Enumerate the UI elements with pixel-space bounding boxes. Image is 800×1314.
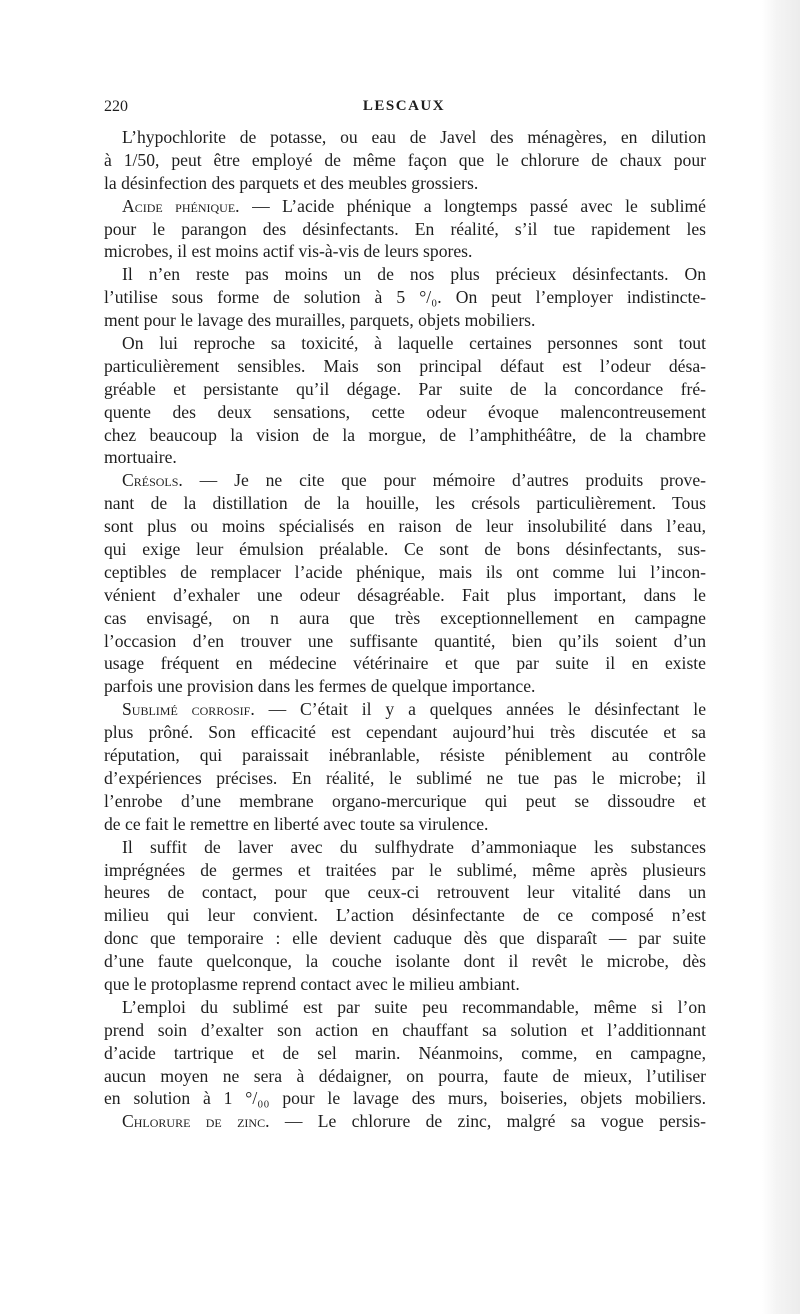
line-text: imprégnées de germes et traitées par le sublimé, même après plusieurs: [104, 859, 706, 880]
section-heading: Sublimé corrosif.: [122, 699, 255, 720]
line-text: ceptibles de remplacer l’acide phénique, mais ils ont comme lui l’incon-: [104, 561, 706, 582]
line-text: donc que temporaire : elle devient caduque dès que disparaît — par suite: [104, 928, 706, 949]
line-text: mortuaire.: [104, 447, 177, 468]
line-text: nant de la distillation de la houille, les crésols particulièrement. Tous: [104, 493, 706, 514]
text-line: [104, 904, 706, 927]
text-line: [104, 561, 706, 584]
line-text: vénient d’exhaler une odeur désagréable. Fait plus important, dans le: [104, 584, 706, 605]
line-text: l’utilise sous forme de solution à 5 °/₀. On peut l’employer indistincte-: [104, 287, 706, 308]
section-heading: Acide phénique.: [122, 195, 240, 216]
line-text: l’enrobe d’une membrane organo-mercurique qui peut se dissoudre et: [104, 790, 706, 811]
text-line: [104, 584, 706, 607]
line-text: la désinfection des parquets et des meubles grossiers.: [104, 172, 479, 193]
text-line: [104, 424, 706, 447]
line-text: parfois une provision dans les fermes de quelque importance.: [104, 676, 536, 697]
text-line: [104, 149, 706, 172]
text-line: [104, 401, 706, 424]
text-line: [104, 195, 706, 218]
text-line: [104, 309, 706, 332]
text-line: [104, 767, 706, 790]
text-line: [104, 172, 706, 195]
line-text: heures de contact, pour que ceux-ci retrouvent leur vitalité dans un: [104, 882, 706, 903]
line-text: microbes, il est moins actif vis-à-vis de leurs spores.: [104, 241, 473, 262]
text-line: [104, 378, 706, 401]
text-line: [104, 218, 706, 241]
text-line: [104, 790, 706, 813]
text-line: [104, 996, 706, 1019]
page-header: [104, 98, 704, 120]
text-line: [104, 927, 706, 950]
line-text: usage fréquent en médecine vétérinaire et que par suite il en existe: [104, 653, 706, 674]
text-line: [104, 263, 706, 286]
line-text: prend soin d’exalter son action en chauffant sa solution et l’additionnant: [104, 1019, 706, 1040]
line-text: chez beaucoup la vision de la morgue, de l’amphithéâtre, de la chambre: [104, 424, 706, 445]
line-text: — Je ne cite que pour mémoire d’autres produits prove-: [182, 470, 706, 491]
line-text: Il n’en reste pas moins un de nos plus précieux désinfectants. On: [122, 264, 706, 285]
line-text: aucun moyen ne sera à dédaigner, on pourra, faute de mieux, l’utiliser: [104, 1065, 706, 1086]
text-line: [104, 240, 706, 263]
text-line: [104, 1042, 706, 1065]
text-line: [104, 836, 706, 859]
text-line: [104, 973, 706, 996]
line-text: plus prôné. Son efficacité est cependant aujourd’hui très discutée et sa: [104, 722, 706, 743]
line-text: en solution à 1 °/₀₀ pour le lavage des murs, boiseries, objets mobiliers.: [104, 1088, 706, 1109]
page-edge-shadow: [762, 0, 800, 1314]
line-text: quente des deux sensations, cette odeur évoque malencontreusement: [104, 401, 706, 422]
text-line: [104, 1065, 706, 1088]
text-line: [104, 698, 706, 721]
line-text: — C’était il y a quelques années le désinfectant le: [254, 699, 706, 720]
text-line: [104, 355, 706, 378]
text-line: [104, 515, 706, 538]
text-line: [104, 538, 706, 561]
text-line: [104, 652, 706, 675]
line-text: d’expériences précises. En réalité, le sublimé ne tue pas le microbe; il: [104, 767, 706, 788]
line-text: réputation, qui paraissait inébranlable, résiste péniblement au contrôle: [104, 745, 706, 766]
line-text: ment pour le lavage des murailles, parquets, objets mobiliers.: [104, 310, 536, 331]
line-text: l’occasion d’en trouver une suffisante quantité, bien qu’ils soient d’un: [104, 630, 706, 651]
line-text: gréable et persistante qu’il dégage. Par suite de la concordance fré-: [104, 378, 706, 399]
section-heading: Chlorure de zinc.: [122, 1111, 270, 1132]
line-text: d’une faute quelconque, la couche isolante dont il revêt le microbe, dès: [104, 951, 706, 972]
text-line: [104, 332, 706, 355]
text-line: [104, 492, 706, 515]
text-line: [104, 744, 706, 767]
text-line: [104, 469, 706, 492]
line-text: particulièrement sensibles. Mais son principal défaut est l’odeur désa-: [104, 355, 706, 376]
text-line: [104, 950, 706, 973]
text-line: [104, 881, 706, 904]
text-line: [104, 446, 706, 469]
line-text: à 1/50, peut être employé de même façon que le chlorure de chaux pour: [104, 149, 706, 170]
line-text: d’acide tartrique et de sel marin. Néanmoins, comme, en campagne,: [104, 1042, 706, 1063]
line-text: cas envisagé, on n aura que très exceptionnellement en campagne: [104, 607, 706, 628]
page-number: 220: [104, 98, 128, 115]
line-text: sont plus ou moins spécialisés en raison de leur insolubilité dans l’eau,: [104, 516, 706, 537]
line-text: — L’acide phénique a longtemps passé avec le sublimé: [239, 195, 706, 216]
text-line: [104, 721, 706, 744]
text-line: [104, 859, 706, 882]
text-line: [104, 1087, 706, 1110]
line-text: L’hypochlorite de potasse, ou eau de Javel des ménagères, en dilution: [122, 127, 706, 147]
line-text: Il suffit de laver avec du sulfhydrate d’ammoniaque les substances: [122, 836, 706, 857]
text-line: [104, 630, 706, 653]
text-line: [104, 813, 706, 836]
text-line: [104, 286, 706, 309]
body-text: [104, 126, 706, 1133]
line-text: de ce fait le remettre en liberté avec toute sa virulence.: [104, 813, 489, 834]
line-text: qui exige leur émulsion préalable. Ce sont de bons désinfectants, sus-: [104, 539, 706, 560]
line-text: milieu qui leur convient. L’action désinfectante de ce composé n’est: [104, 905, 706, 926]
line-text: que le protoplasme reprend contact avec le milieu ambiant.: [104, 973, 520, 994]
text-line: [104, 126, 706, 149]
text-line: [104, 1110, 706, 1133]
text-line: [104, 607, 706, 630]
section-heading: Crésols.: [122, 470, 183, 491]
line-text: — Le chlorure de zinc, malgré sa vogue persis-: [269, 1111, 706, 1132]
text-line: [104, 675, 706, 698]
text-line: [104, 1019, 706, 1042]
line-text: L’emploi du sublimé est par suite peu recommandable, même si l’on: [122, 996, 706, 1017]
line-text: On lui reproche sa toxicité, à laquelle certaines personnes sont tout: [122, 333, 706, 354]
line-text: pour le parangon des désinfectants. En réalité, s’il tue rapidement les: [104, 218, 706, 239]
running-title: LESCAUX: [362, 98, 446, 114]
